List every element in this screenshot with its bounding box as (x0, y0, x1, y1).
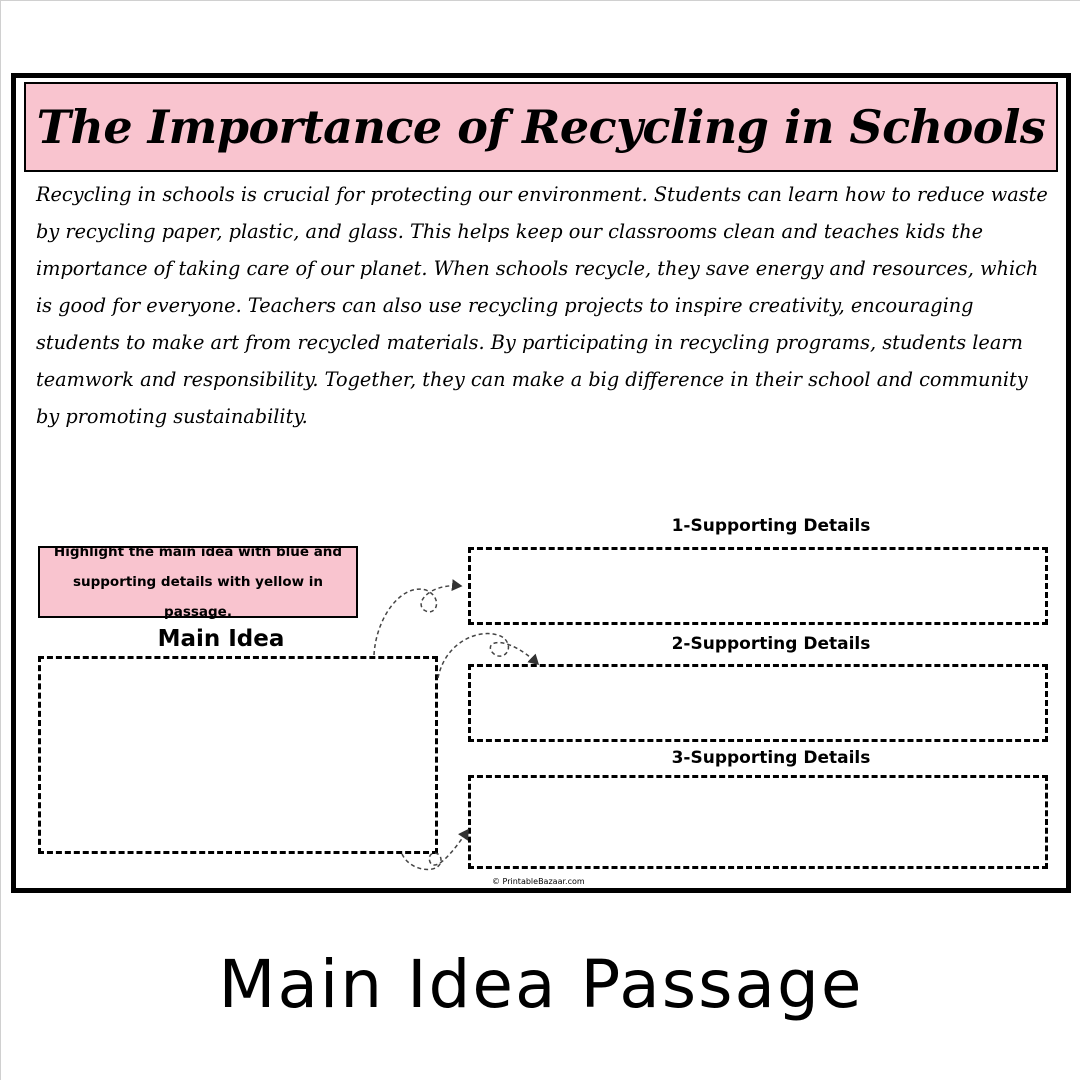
worksheet-frame (11, 73, 1071, 893)
supporting-detail-3-label: 3-Supporting Details (671, 748, 871, 768)
worksheet-title: The Importance of Recycling in Schools (36, 100, 1046, 154)
instruction-line-1: Highlight the main idea with blue and (53, 544, 343, 560)
supporting-detail-2-answer-box[interactable] (468, 664, 1048, 742)
copyright-notice: © PrintableBazaar.com (492, 877, 585, 886)
supporting-detail-1-answer-box[interactable] (468, 547, 1048, 625)
footer-title: Main Idea Passage (218, 946, 864, 1023)
supporting-detail-3-answer-box[interactable] (468, 775, 1048, 869)
reading-passage: Recycling in schools is crucial for protecting our environment. Students can learn how to reduce waste by recycling paper, plastic, and glass. This helps keep our classrooms clean and teaches kids the importance of taking care of our planet. When schools recycle, they save energy and resources, which is good for everyone. Teachers can also use recycling projects to inspire creativity, encouraging students to make art from recycled materials. By participating in recycling programs, students learn teamwork and responsibility. Together, they can make a big difference in their school and community by promoting sustainability. (36, 183, 1048, 428)
supporting-detail-1-label: 1-Supporting Details (671, 516, 871, 536)
instruction-box (38, 546, 358, 618)
arrow-to-detail-1 (374, 586, 461, 655)
main-idea-label: Main Idea (157, 626, 285, 652)
instruction-text (46, 537, 350, 627)
title-banner (24, 82, 1058, 172)
supporting-detail-2-label: 2-Supporting Details (671, 634, 871, 654)
main-idea-answer-box[interactable] (38, 656, 438, 854)
instruction-line-2: supporting details with yellow in passage. (72, 574, 324, 620)
